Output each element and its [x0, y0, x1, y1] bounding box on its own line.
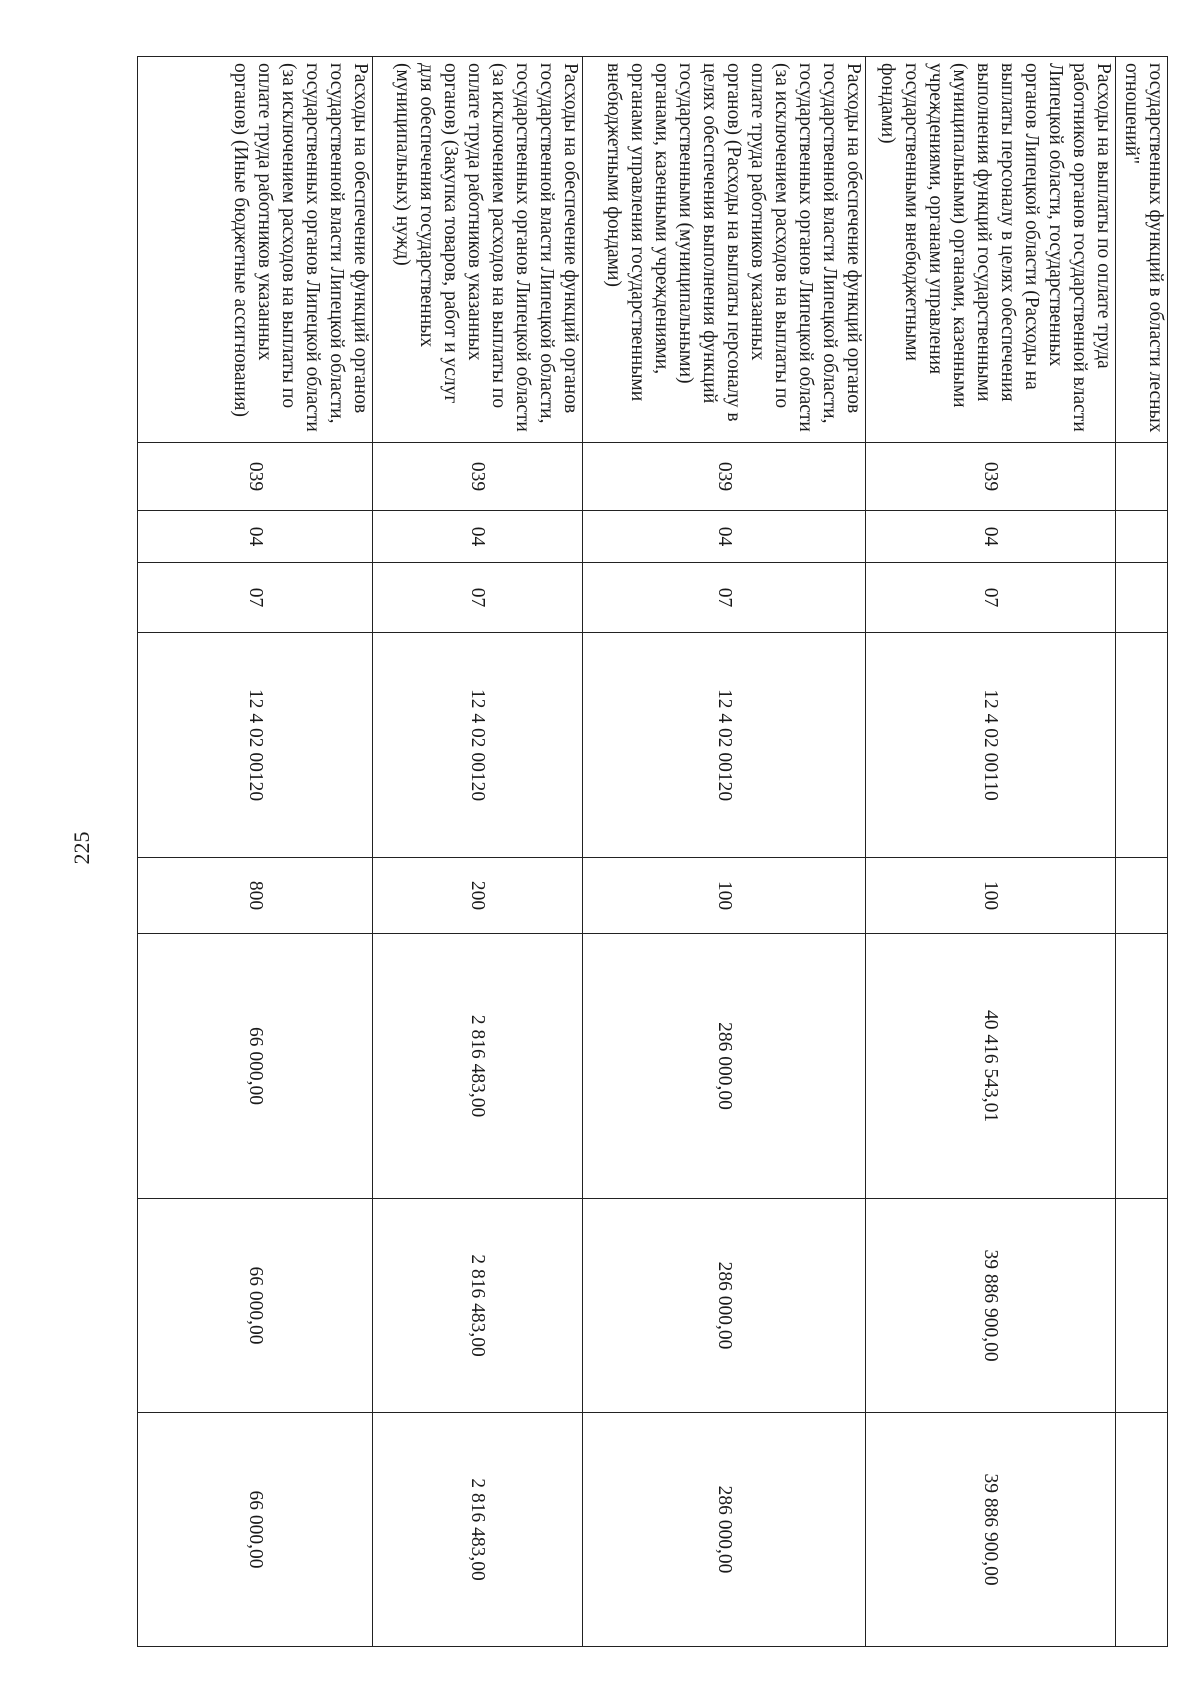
amount-cell	[1116, 1199, 1168, 1413]
ministry-code-cell	[1116, 443, 1168, 511]
rotated-table-container	[138, 56, 1168, 1646]
amount-cell: 2 816 483,00	[373, 934, 583, 1199]
amount-cell: 286 000,00	[583, 1199, 866, 1413]
row-name-cell: Расходы на обеспечение функций органов государственной власти Липецкой области, государственных органов Липецкой области (за исключением расходов на выплаты по оплате труда работников указанных органов) (Иные бюджетные ассигнования)	[138, 57, 373, 443]
expense-type-cell	[1116, 858, 1168, 934]
amount-cell: 2 816 483,00	[373, 1413, 583, 1647]
ministry-code-cell: 039	[583, 443, 866, 511]
amount-cell	[1116, 1413, 1168, 1647]
target-article-cell: 12 4 02 00120	[373, 633, 583, 858]
section-code-cell: 04	[138, 511, 373, 563]
section-code-cell: 04	[583, 511, 866, 563]
row-name-cell: Расходы на обеспечение функций органов государственной власти Липецкой области, государственных органов Липецкой области (за исключением расходов на выплаты по оплате труда работников указанных органов) (Расходы на выплаты персоналу в целях обеспечения выполнения функций государственными (муниципальными) органами, казенными учреждениями, органами управления государственными внебюджетными фондами)	[583, 57, 866, 443]
row-name-cell: Расходы на обеспечение функций органов государственной власти Липецкой области, государственных органов Липецкой области (за исключением расходов на выплаты по оплате труда работников указанных органов) (Закупка товаров, работ и услуг для обеспечения государственных (муниципальных) нужд)	[373, 57, 583, 443]
subsection-code-cell	[1116, 563, 1168, 633]
target-article-cell: 12 4 02 00120	[138, 633, 373, 858]
target-article-cell	[1116, 633, 1168, 858]
expense-type-cell: 200	[373, 858, 583, 934]
amount-cell: 40 416 543,01	[866, 934, 1116, 1199]
table-row	[373, 57, 583, 1647]
budget-table	[137, 56, 1168, 1647]
row-name-cell: Расходы на выплаты по оплате труда работников органов государственной власти Липецкой области, государственных органов Липецкой области (Расходы на выплаты персоналу в целях обеспечения выполнения функций государственными (муниципальными) органами, казенными учреждениями, органами управления государственными внебюджетными фондами)	[866, 57, 1116, 443]
amount-cell: 2 816 483,00	[373, 1199, 583, 1413]
page-number: 225	[69, 831, 94, 865]
expense-type-cell: 100	[583, 858, 866, 934]
amount-cell: 39 886 900,00	[866, 1199, 1116, 1413]
subsection-code-cell: 07	[373, 563, 583, 633]
amount-cell: 286 000,00	[583, 1413, 866, 1647]
amount-cell: 39 886 900,00	[866, 1413, 1116, 1647]
subsection-code-cell: 07	[866, 563, 1116, 633]
table-row	[583, 57, 866, 1647]
amount-cell: 286 000,00	[583, 934, 866, 1199]
section-code-cell	[1116, 511, 1168, 563]
subsection-code-cell: 07	[138, 563, 373, 633]
target-article-cell: 12 4 02 00110	[866, 633, 1116, 858]
amount-cell: 66 000,00	[138, 1199, 373, 1413]
ministry-code-cell: 039	[866, 443, 1116, 511]
table-row	[1116, 57, 1168, 1647]
table-row	[138, 57, 373, 1647]
expense-type-cell: 100	[866, 858, 1116, 934]
amount-cell: 66 000,00	[138, 1413, 373, 1647]
expense-type-cell: 800	[138, 858, 373, 934]
subsection-code-cell: 07	[583, 563, 866, 633]
section-code-cell: 04	[373, 511, 583, 563]
table-row	[866, 57, 1116, 1647]
section-code-cell: 04	[866, 511, 1116, 563]
ministry-code-cell: 039	[373, 443, 583, 511]
amount-cell	[1116, 934, 1168, 1199]
ministry-code-cell: 039	[138, 443, 373, 511]
amount-cell: 66 000,00	[138, 934, 373, 1199]
target-article-cell: 12 4 02 00120	[583, 633, 866, 858]
row-name-cell: государственных функций в области лесных отношений"	[1116, 57, 1168, 443]
